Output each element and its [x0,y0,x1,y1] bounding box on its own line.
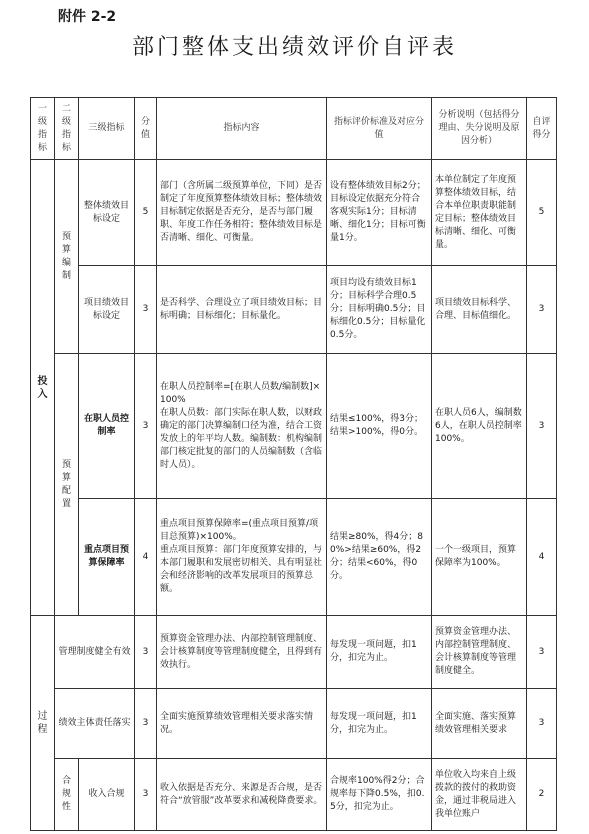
score-cell: 5 [135,160,157,266]
level2-budget-alloc: 预算配置 [55,354,79,616]
content-cell: 是否科学、合理设立了项目绩效目标；目标明确；目标细化；目标量化。 [157,266,327,354]
criteria-cell: 合规率100%得2分；合规率每下降0.5%，扣0.5分，扣完为止。 [327,759,432,831]
attachment-label: 附件 2-2 [58,9,117,25]
content-cell: 预算资金管理办法、内部控制管理制度、会计核算制度等管理制度健全，且得到有效执行。 [157,616,327,689]
header-level1: 一级指标 [31,98,55,160]
table-row [31,160,557,266]
level1-process: 过程 [31,616,55,831]
table-row [31,354,557,499]
analysis-cell: 预算资金管理办法、内部控制管理制度、会计核算制度等管理制度健全。 [432,616,527,689]
criteria-cell: 结果≥80%，得4分；80%>结果≥60%，得2分；结果<60%，得0分。 [327,499,432,616]
self-score-cell: 3 [527,266,557,354]
self-score-cell: 2 [527,759,557,831]
header-analysis: 分析说明（包括得分理由、失分说明及原因分析） [432,98,527,160]
score-cell: 3 [135,616,157,689]
level2-compliance: 合规性 [55,759,79,831]
table-row [31,499,557,616]
content-cell: 全面实施预算绩效管理相关要求落实情况。 [157,689,327,759]
criteria-cell: 结果≤100%，得3分；结果>100%，得0分。 [327,354,432,499]
content-cell: 重点项目预算保障率=(重点项目预算/项目总预算)×100%。 重点项目预算：部门年度预算安排的，与本部门履职和发展密切相关、具有明显社会和经济影响的改革发展项目的预算总额。 [157,499,327,616]
table-row [31,689,557,759]
content-cell: 部门（含所属二级预算单位，下同）是否制定了年度预算整体绩效目标；整体绩效目标制定依据是否充分，是否与部门履职、年度工作任务相符；整体绩效目标是否清晰、细化、可衡量。 [157,160,327,266]
level3-name: 在职人员控制率 [79,354,135,499]
header-level2: 二级指标 [55,98,79,160]
level2-budget-prep: 预算编制 [55,160,79,354]
header-self-score: 自评得分 [527,98,557,160]
page-title: 部门整体支出绩效评价自评表 [131,35,457,60]
level1-input: 投入 [31,160,55,616]
criteria-cell: 每发现一项问题，扣1分，扣完为止。 [327,689,432,759]
header-score: 分值 [135,98,157,160]
self-score-cell: 4 [527,499,557,616]
self-score-cell: 3 [527,354,557,499]
level2-perf-resp: 绩效主体责任落实 [55,689,135,759]
header-level3: 三级指标 [79,98,135,160]
self-score-cell: 3 [527,689,557,759]
analysis-cell: 项目绩效目标科学、合理、目标值细化。 [432,266,527,354]
content-cell: 在职人员控制率=[在职人员数/编制数]×100% 在职人员数：部门实际在职人数，以财政确定的部门决算编制口径为准，结合工资发放上的年平均人数。编制数：机构编制部门核定批复的部门的人员编制数（含临时人员）。 [157,354,327,499]
score-cell: 3 [135,689,157,759]
criteria-cell: 设有整体绩效目标2分；目标设定依据充分符合客观实际1分；目标清晰、细化1分；目标可衡量1分。 [327,160,432,266]
level3-name: 收入合规 [79,759,135,831]
header-content: 指标内容 [157,98,327,160]
criteria-cell: 项目均设有绩效目标1分；目标科学合理0.5分；目标明确0.5分；目标细化0.5分；目标量化0.5分。 [327,266,432,354]
table-row [31,759,557,831]
level3-name: 整体绩效目标设定 [79,160,135,266]
self-score-cell: 3 [527,616,557,689]
analysis-cell: 全面实施、落实预算绩效管理相关要求 [432,689,527,759]
table-row [31,616,557,689]
score-cell: 3 [135,266,157,354]
level3-name: 项目绩效目标设定 [79,266,135,354]
header-criteria: 指标评价标准及对应分值 [327,98,432,160]
analysis-cell: 单位收入均来自上级拨款的拨付的救助资金，通过非税局进入我单位账户 [432,759,527,831]
evaluation-table [30,97,557,831]
criteria-cell: 每发现一项问题，扣1分，扣完为止。 [327,616,432,689]
level2-mgmt-system: 管理制度健全有效 [55,616,135,689]
score-cell: 3 [135,759,157,831]
table-row [31,266,557,354]
score-cell: 3 [135,354,157,499]
analysis-cell: 在职人员6人，编制数6人，在职人员控制率100%。 [432,354,527,499]
analysis-cell: 本单位制定了年度预算整体绩效目标，结合本单位职责职能制定目标；整体绩效目标清晰、细化、可衡量。 [432,160,527,266]
level3-name: 重点项目预算保障率 [79,499,135,616]
self-score-cell: 5 [527,160,557,266]
score-cell: 4 [135,499,157,616]
content-cell: 收入依据是否充分、来源是否合规，是否符合“放管服”改革要求和减税降费要求。 [157,759,327,831]
header-row [31,98,557,160]
analysis-cell: 一个一级项目，预算保障率为100%。 [432,499,527,616]
